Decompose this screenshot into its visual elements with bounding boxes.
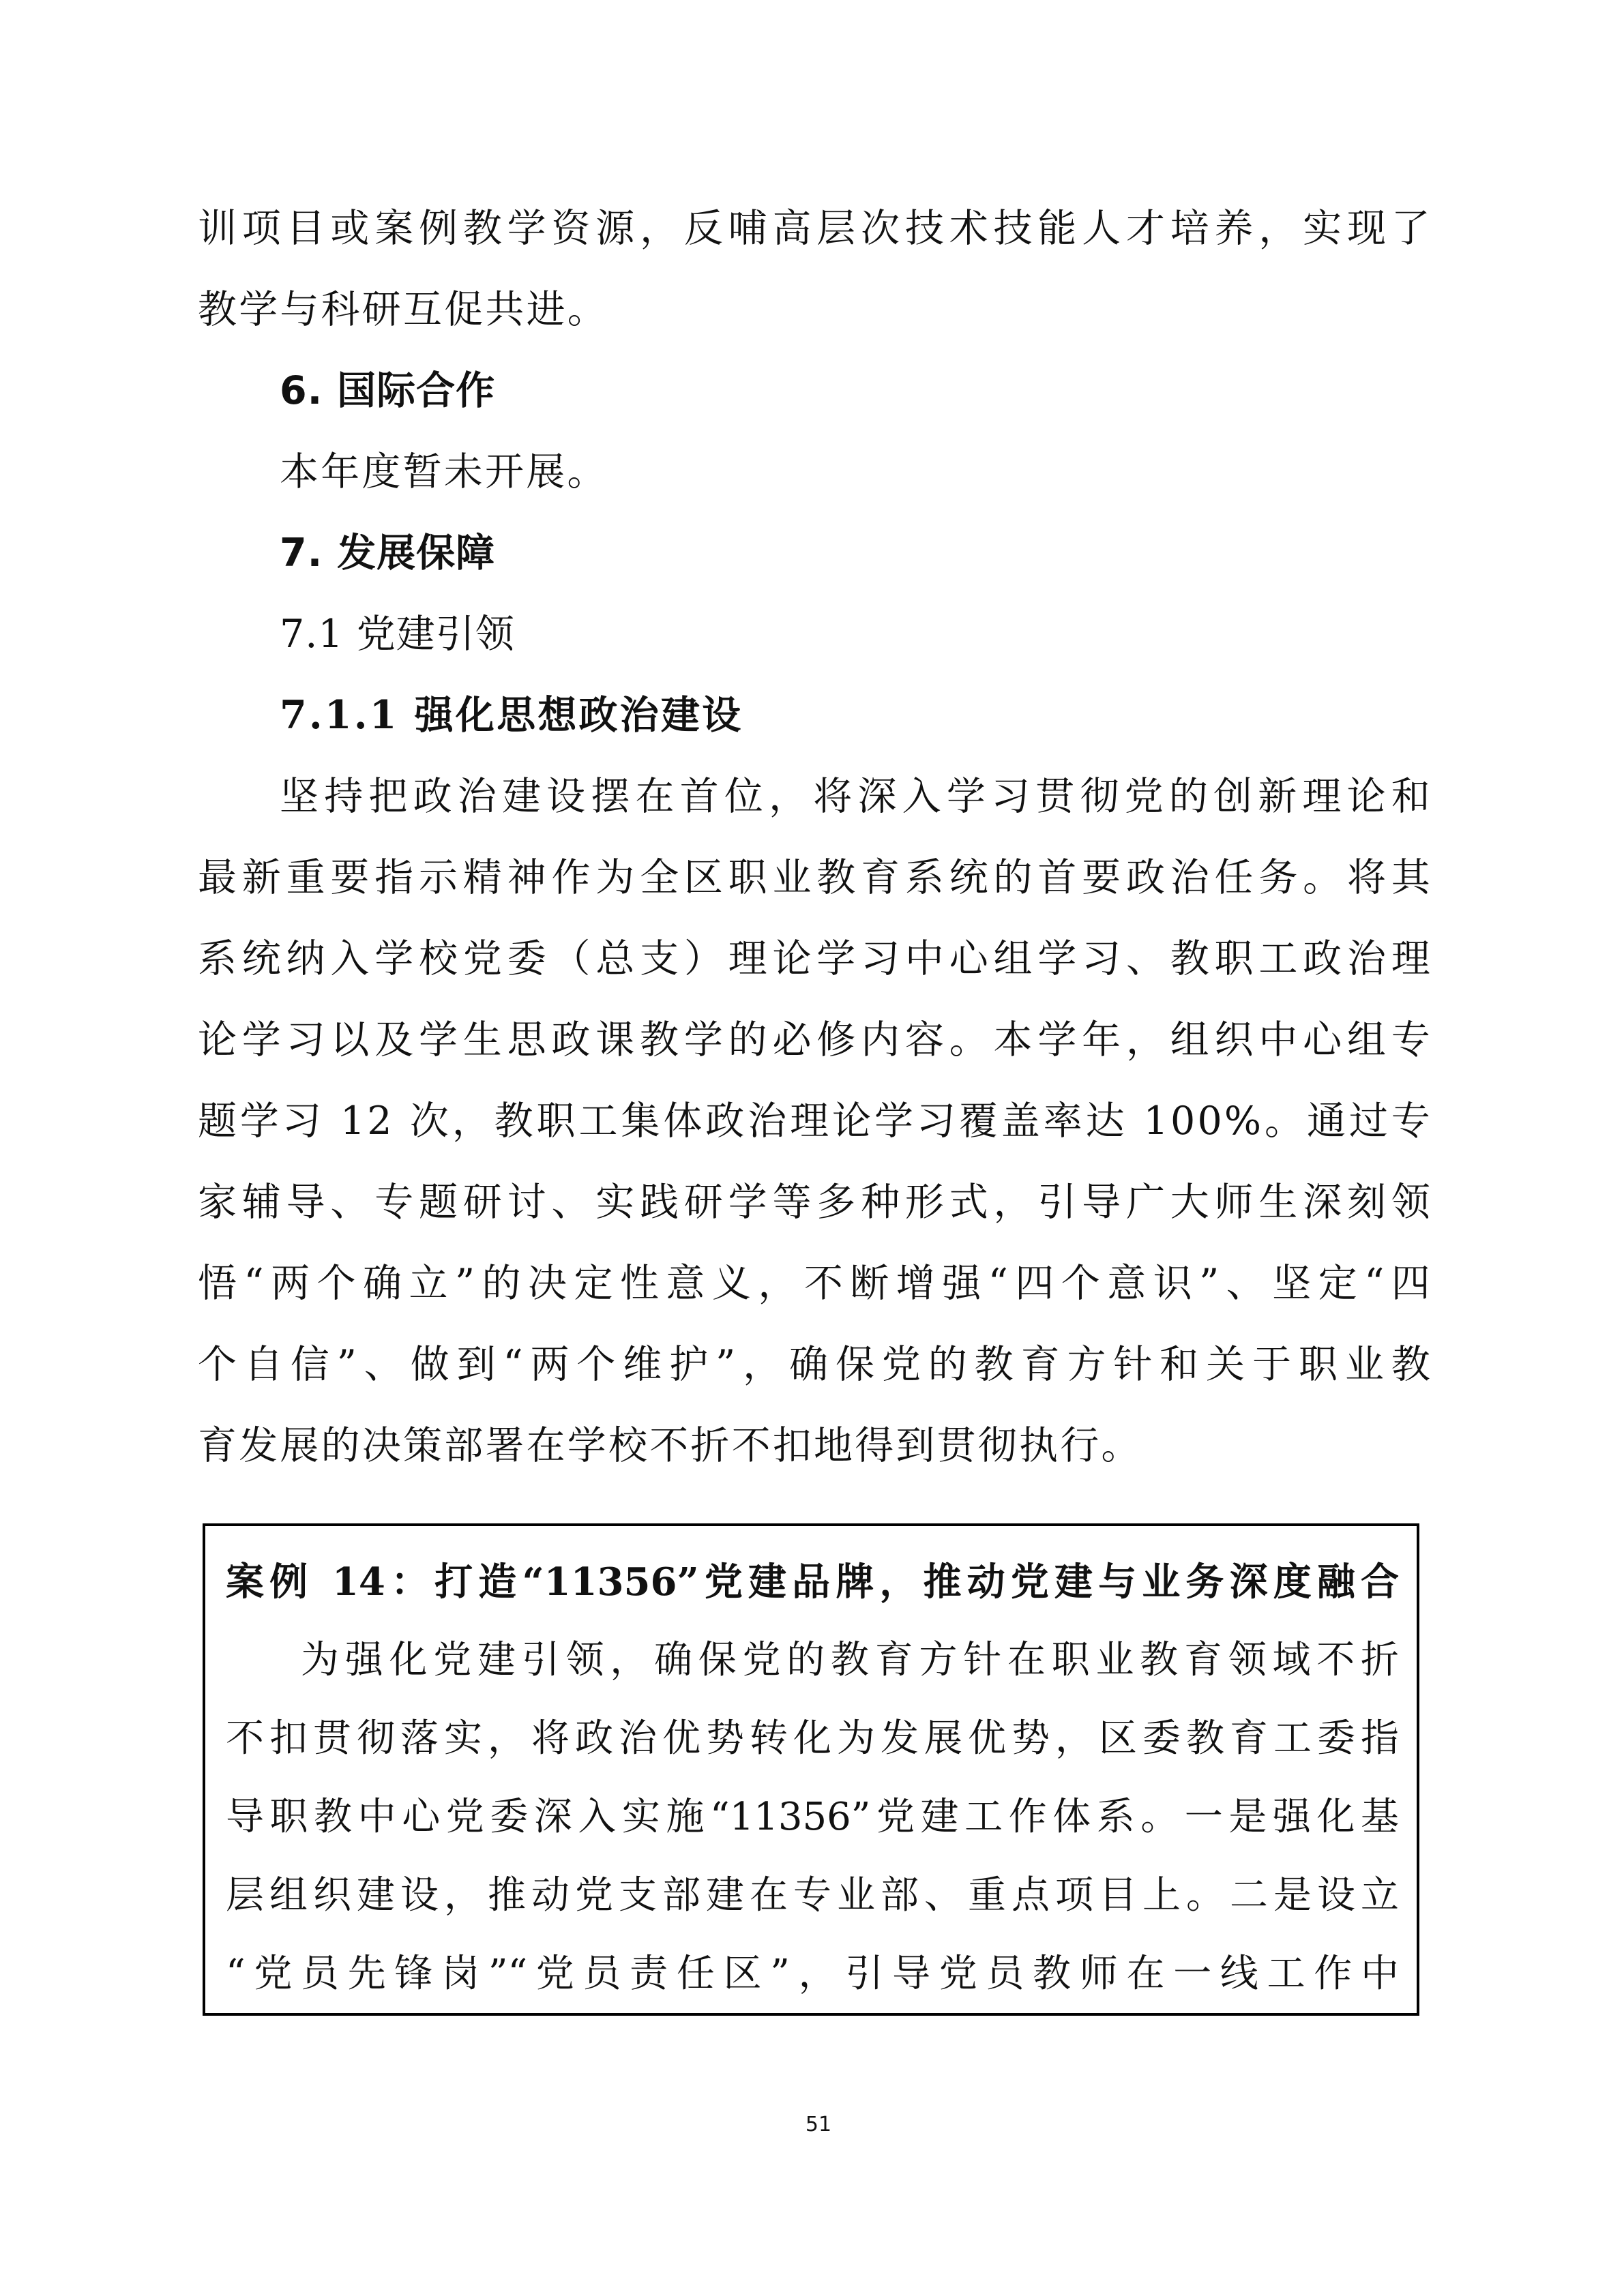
paragraph-line: 系统纳入学校党委（总支）理论学习中心组学习、教职工政治理 [198, 936, 1432, 981]
case-study-line: 导职教中心党委深入实施“11356”党建工作体系。一是强化基 [226, 1795, 1399, 1839]
page-number: 51 [805, 2113, 832, 2136]
paragraph-line: 家辅导、专题研讨、实践研学等多种形式，引导广大师生深刻领 [198, 1180, 1432, 1225]
paragraph-continuation-line: 训项目或案例教学资源，反哺高层次技术技能人才培养，实现了 [198, 206, 1432, 251]
section-7-heading: 7. 发展保障 [280, 531, 496, 576]
case-study-line: “党员先锋岗”“党员责任区”，引导党员教师在一线工作中 [226, 1952, 1399, 1996]
paragraph-line: 最新重要指示精神作为全区职业教育系统的首要政治任务。将其 [198, 855, 1432, 900]
case-study-line: 为强化党建引领，确保党的教育方针在职业教育领域不折 [301, 1638, 1399, 1682]
case-study-line: 层组织建设，推动党支部建在专业部、重点项目上。二是设立 [226, 1873, 1399, 1918]
paragraph-line: 悟“两个确立”的决定性意义，不断增强“四个意识”、坚定“四 [198, 1261, 1432, 1306]
section-6-body: 本年度暂未开展。 [280, 449, 608, 494]
section-7-1-heading: 7.1 党建引领 [280, 612, 515, 657]
case-study-line: 不扣贯彻落实，将政治优势转化为发展优势，区委教育工委指 [226, 1716, 1399, 1761]
paragraph-line: 个自信”、做到“两个维护”，确保党的教育方针和关于职业教 [198, 1342, 1432, 1387]
paragraph-line: 育发展的决策部署在学校不折不扣地得到贯彻执行。 [198, 1423, 1142, 1468]
case-study-box [203, 1523, 1419, 2016]
section-6-heading: 6. 国际合作 [280, 368, 496, 413]
paragraph-line: 坚持把政治建设摆在首位，将深入学习贯彻党的创新理论和 [280, 774, 1432, 819]
paragraph-line: 题学习 12 次，教职工集体政治理论学习覆盖率达 100%。通过专 [198, 1099, 1432, 1144]
paragraph-line: 论学习以及学生思政课教学的必修内容。本学年，组织中心组专 [198, 1017, 1432, 1062]
paragraph-continuation-line: 教学与科研互促共进。 [198, 287, 608, 332]
section-7-1-1-heading: 7.1.1 强化思想政治建设 [280, 692, 743, 738]
case-study-title: 案例 14：打造“11356”党建品牌，推动党建与业务深度融合 [226, 1560, 1399, 1605]
